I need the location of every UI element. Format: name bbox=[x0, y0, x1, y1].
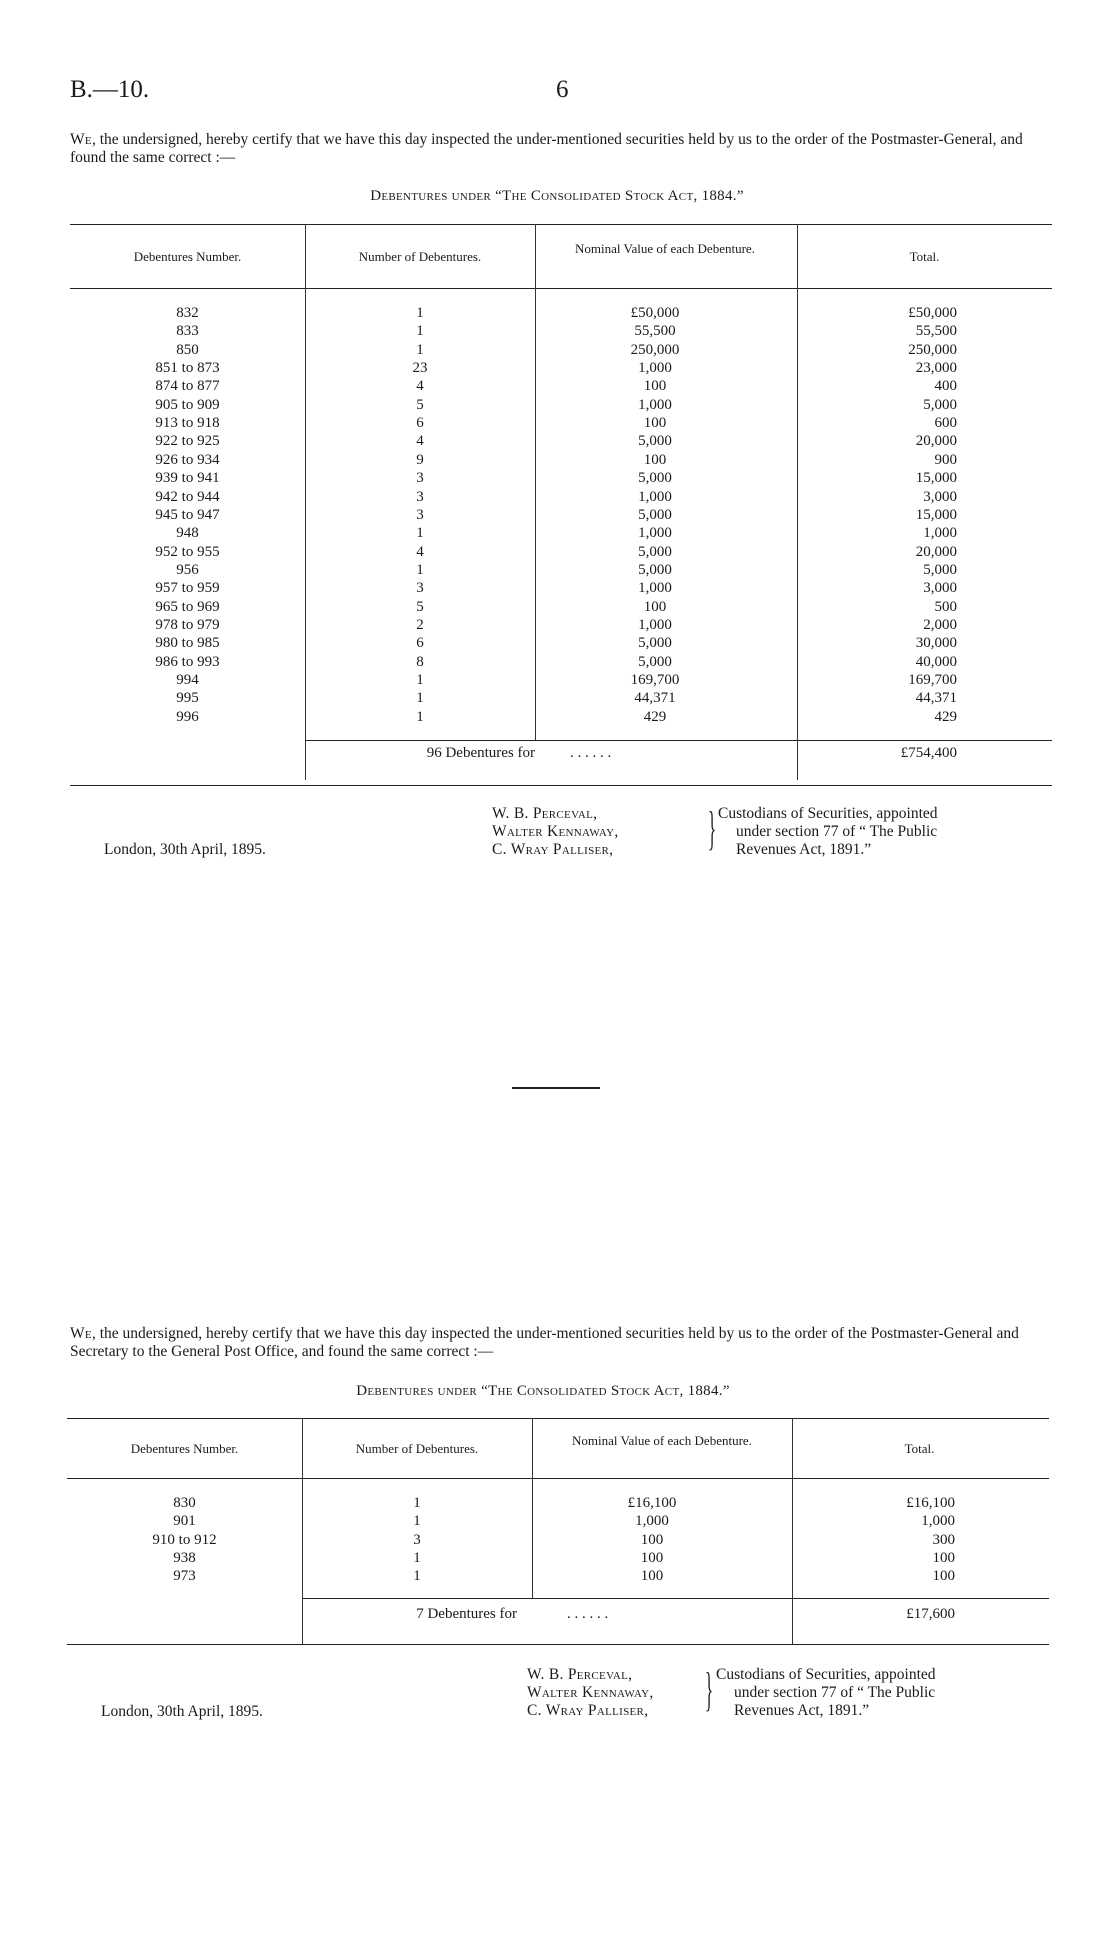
nominal-value-cell: 1,000 bbox=[638, 616, 672, 633]
total-cell: 300 bbox=[932, 1531, 955, 1548]
number-of-debentures-cell: 23 bbox=[412, 360, 428, 377]
number-of-debentures-cell: 9 bbox=[416, 451, 424, 468]
nominal-value-cell: 100 bbox=[643, 451, 667, 468]
table-top-rule bbox=[70, 224, 1052, 225]
total-cell: 3,000 bbox=[923, 488, 957, 505]
total-cell: 5,000 bbox=[923, 396, 957, 413]
table-row bbox=[70, 579, 1052, 597]
debentures-number-cell: 957 to 959 bbox=[155, 580, 220, 597]
total-cell: 3,000 bbox=[923, 580, 957, 597]
column-header: Nominal Value of each Debenture. bbox=[575, 241, 755, 256]
debentures-number-cell: 942 to 944 bbox=[155, 488, 220, 505]
total-cell: 900 bbox=[934, 451, 957, 468]
number-of-debentures-cell: 1 bbox=[413, 1550, 421, 1567]
table-row bbox=[67, 1567, 1049, 1585]
table-row bbox=[67, 1494, 1049, 1512]
debentures-number-cell: 901 bbox=[173, 1513, 196, 1530]
total-cell: £16,100 bbox=[906, 1495, 955, 1511]
table-row bbox=[70, 469, 1052, 487]
debentures-number-cell: 851 to 873 bbox=[155, 360, 220, 377]
number-of-debentures-cell: 8 bbox=[416, 653, 424, 670]
column-header: Total. bbox=[904, 1441, 935, 1456]
place-date-1: London, 30th April, 1895. bbox=[104, 841, 266, 858]
table-row bbox=[70, 322, 1052, 340]
debentures-number-cell: 910 to 912 bbox=[152, 1531, 217, 1548]
debentures-number-cell: 905 to 909 bbox=[155, 396, 220, 413]
intro-body-1: , the undersigned, hereby certify that we have this day inspected the under-mentioned securities held by us to the order of the Postmaster-General, and found the same correct :— bbox=[70, 131, 1023, 166]
debentures-number-cell: 994 bbox=[176, 672, 199, 688]
nominal-value-cell: 5,000 bbox=[638, 635, 672, 652]
number-of-debentures-cell: 6 bbox=[416, 635, 424, 652]
debentures-number-cell: 830 bbox=[173, 1495, 196, 1511]
total-cell: 429 bbox=[934, 708, 957, 725]
nominal-value-cell: 169,700 bbox=[630, 672, 680, 688]
nominal-value-cell: 1,000 bbox=[638, 488, 672, 505]
nominal-value-cell: 100 bbox=[643, 378, 667, 395]
table-row bbox=[70, 432, 1052, 450]
nominal-value-cell: 5,000 bbox=[638, 543, 672, 560]
number-of-debentures-cell: 3 bbox=[416, 470, 424, 487]
number-of-debentures-cell: 6 bbox=[416, 415, 424, 432]
table-row bbox=[70, 396, 1052, 414]
custodian-note-line: under section 77 of “ The Public bbox=[734, 1684, 936, 1701]
summary-leaders: . . . . . . bbox=[570, 745, 612, 761]
number-of-debentures-cell: 1 bbox=[413, 1495, 421, 1511]
total-cell: 20,000 bbox=[915, 543, 957, 560]
nominal-value-cell: 100 bbox=[640, 1568, 664, 1585]
summary-total: £17,600 bbox=[906, 1606, 955, 1622]
table-bottom-rule bbox=[67, 1644, 1049, 1645]
total-cell: 100 bbox=[932, 1568, 955, 1585]
debentures-number-cell: 978 to 979 bbox=[155, 616, 220, 633]
number-of-debentures-cell: 4 bbox=[416, 543, 424, 560]
number-of-debentures-cell: 1 bbox=[416, 323, 424, 340]
table-row bbox=[70, 671, 1052, 689]
nominal-value-cell: 100 bbox=[643, 598, 667, 615]
debentures-number-cell: 939 to 941 bbox=[155, 470, 220, 487]
debentures-number-cell: 952 to 955 bbox=[155, 543, 220, 560]
summary-total: £754,400 bbox=[900, 745, 957, 761]
table-row bbox=[67, 1531, 1049, 1549]
number-of-debentures-cell: 1 bbox=[413, 1568, 421, 1585]
header-bottom-rule bbox=[70, 288, 1052, 289]
number-of-debentures-cell: 3 bbox=[413, 1531, 421, 1548]
total-cell: £50,000 bbox=[908, 305, 957, 321]
debentures-number-cell: 980 to 985 bbox=[155, 635, 220, 652]
signatory: W. B. Perceval, bbox=[527, 1666, 633, 1683]
number-of-debentures-cell: 2 bbox=[416, 616, 424, 633]
brace-mark: } bbox=[705, 1663, 714, 1716]
table-row bbox=[70, 561, 1052, 579]
total-cell: 15,000 bbox=[915, 506, 957, 523]
table-row bbox=[70, 689, 1052, 707]
debentures-number-cell: 945 to 947 bbox=[155, 506, 220, 523]
number-of-debentures-cell: 1 bbox=[416, 672, 424, 688]
nominal-value-cell: 1,000 bbox=[638, 360, 672, 377]
number-of-debentures-cell: 3 bbox=[416, 488, 424, 505]
debentures-number-cell: 956 bbox=[176, 561, 199, 578]
nominal-value-cell: 1,000 bbox=[635, 1513, 669, 1530]
number-of-debentures-cell: 1 bbox=[416, 561, 424, 578]
nominal-value-cell: £50,000 bbox=[630, 305, 680, 321]
signatories-2 bbox=[527, 1666, 654, 1720]
nominal-value-cell: 1,000 bbox=[638, 580, 672, 597]
debentures-number-cell: 948 bbox=[176, 525, 199, 542]
column-header: Number of Debentures. bbox=[355, 1441, 479, 1456]
column-header: Number of Debentures. bbox=[358, 249, 482, 264]
debentures-table-1 bbox=[70, 224, 1052, 794]
number-of-debentures-cell: 1 bbox=[416, 525, 424, 542]
summary-leaders: . . . . . . bbox=[567, 1606, 609, 1622]
table-row bbox=[67, 1512, 1049, 1530]
custodian-note-line: under section 77 of “ The Public bbox=[736, 823, 938, 840]
total-cell: 2,000 bbox=[923, 616, 957, 633]
debentures-number-cell: 965 to 969 bbox=[155, 598, 220, 615]
signatory: Walter Kennaway, bbox=[527, 1684, 654, 1701]
table-caption-2: Debentures under “The Consolidated Stock Act, 1884.” bbox=[356, 1383, 730, 1399]
table-row bbox=[70, 524, 1052, 542]
total-cell: 30,000 bbox=[915, 635, 957, 652]
nominal-value-cell: 1,000 bbox=[638, 525, 672, 542]
number-of-debentures-cell: 5 bbox=[416, 396, 424, 413]
number-of-debentures-cell: 3 bbox=[416, 506, 424, 523]
document-reference: B.—10. bbox=[70, 76, 150, 103]
table-row bbox=[70, 506, 1052, 524]
column-header: Debentures Number. bbox=[133, 249, 242, 264]
nominal-value-cell: 1,000 bbox=[638, 396, 672, 413]
table-row bbox=[67, 1549, 1049, 1567]
table-caption-1: Debentures under “The Consolidated Stock Act, 1884.” bbox=[370, 188, 744, 204]
signatory: C. Wray Palliser, bbox=[527, 1702, 649, 1719]
table-row bbox=[70, 598, 1052, 616]
total-cell: 400 bbox=[934, 378, 957, 395]
debentures-number-cell: 995 bbox=[176, 690, 199, 707]
number-of-debentures-cell: 4 bbox=[416, 433, 424, 450]
debentures-number-cell: 926 to 934 bbox=[155, 451, 220, 468]
total-cell: 55,500 bbox=[915, 323, 957, 340]
custodian-note-line: Revenues Act, 1891.” bbox=[736, 841, 872, 858]
table-row bbox=[70, 543, 1052, 561]
table-row bbox=[70, 634, 1052, 652]
nominal-value-cell: 100 bbox=[640, 1550, 664, 1567]
intro-body-2: , the undersigned, hereby certify that we have this day inspected the under-mentioned securities held by us to the order of the Postmaster-General and Secretary to the General Post Office, and found the same correct :— bbox=[70, 1325, 1019, 1360]
intro-lead-1: We bbox=[70, 131, 92, 148]
total-cell: 20,000 bbox=[915, 433, 957, 450]
summary-label: 96 Debentures for bbox=[426, 745, 535, 761]
number-of-debentures-cell: 4 bbox=[416, 378, 424, 395]
debentures-number-cell: 874 to 877 bbox=[155, 378, 220, 395]
number-of-debentures-cell: 1 bbox=[416, 305, 424, 321]
table-row bbox=[70, 414, 1052, 432]
total-cell: 15,000 bbox=[915, 470, 957, 487]
nominal-value-cell: 429 bbox=[643, 708, 667, 725]
total-cell: 500 bbox=[934, 598, 957, 615]
custodian-note-line: Custodians of Securities, appointed bbox=[716, 1666, 936, 1683]
total-cell: 44,371 bbox=[915, 690, 957, 707]
table-top-rule bbox=[67, 1418, 1049, 1419]
summary-rule bbox=[305, 740, 1052, 741]
custodian-note-2 bbox=[716, 1666, 1016, 1720]
custodian-note-line: Revenues Act, 1891.” bbox=[734, 1702, 870, 1719]
debentures-number-cell: 922 to 925 bbox=[155, 433, 220, 450]
nominal-value-cell: 5,000 bbox=[638, 470, 672, 487]
number-of-debentures-cell: 1 bbox=[416, 690, 424, 707]
brace-mark: } bbox=[708, 802, 717, 855]
total-cell: 100 bbox=[932, 1550, 955, 1567]
signatory: C. Wray Palliser, bbox=[492, 841, 614, 858]
debentures-number-cell: 832 bbox=[176, 305, 199, 321]
table-row bbox=[70, 304, 1052, 322]
page-number: 6 bbox=[556, 76, 569, 103]
column-header: Total. bbox=[909, 249, 940, 264]
total-cell: 250,000 bbox=[908, 341, 957, 358]
table-row bbox=[70, 708, 1052, 726]
signatory: W. B. Perceval, bbox=[492, 805, 598, 822]
table-row bbox=[70, 377, 1052, 395]
table-row bbox=[70, 451, 1052, 469]
debentures-number-cell: 913 to 918 bbox=[155, 415, 220, 432]
signatory: Walter Kennaway, bbox=[492, 823, 619, 840]
debentures-number-cell: 986 to 993 bbox=[155, 653, 220, 670]
total-cell: 169,700 bbox=[908, 672, 957, 688]
total-cell: 5,000 bbox=[923, 561, 957, 578]
debentures-number-cell: 850 bbox=[176, 341, 199, 358]
nominal-value-cell: 5,000 bbox=[638, 433, 672, 450]
number-of-debentures-cell: 1 bbox=[413, 1513, 421, 1530]
table-row bbox=[70, 653, 1052, 671]
nominal-value-cell: 250,000 bbox=[630, 341, 680, 358]
custodian-note-1 bbox=[718, 805, 1018, 859]
total-cell: 1,000 bbox=[923, 525, 957, 542]
intro-lead-2: We bbox=[70, 1325, 92, 1342]
table-row bbox=[70, 341, 1052, 359]
column-header: Debentures Number. bbox=[130, 1441, 239, 1456]
table-row bbox=[70, 359, 1052, 377]
nominal-value-cell: 100 bbox=[643, 415, 667, 432]
number-of-debentures-cell: 1 bbox=[416, 708, 424, 725]
nominal-value-cell: 55,500 bbox=[634, 323, 676, 340]
table-row bbox=[70, 488, 1052, 506]
nominal-value-cell: 44,371 bbox=[634, 690, 676, 707]
summary-rule bbox=[302, 1598, 1049, 1599]
custodian-note-line: Custodians of Securities, appointed bbox=[718, 805, 938, 822]
place-date-2: London, 30th April, 1895. bbox=[101, 1703, 263, 1720]
debentures-number-cell: 938 bbox=[173, 1550, 196, 1567]
summary-label: 7 Debentures for bbox=[416, 1606, 517, 1622]
debentures-number-cell: 833 bbox=[176, 323, 199, 340]
nominal-value-cell: 5,000 bbox=[638, 506, 672, 523]
number-of-debentures-cell: 3 bbox=[416, 580, 424, 597]
nominal-value-cell: 5,000 bbox=[638, 561, 672, 578]
total-cell: 600 bbox=[934, 415, 957, 432]
total-cell: 1,000 bbox=[921, 1513, 955, 1530]
nominal-value-cell: £16,100 bbox=[627, 1495, 677, 1511]
table-row bbox=[70, 616, 1052, 634]
table-bottom-rule bbox=[70, 785, 1052, 786]
nominal-value-cell: 100 bbox=[640, 1531, 664, 1548]
certification-text-1 bbox=[70, 131, 1055, 167]
section-divider bbox=[512, 1087, 600, 1089]
debentures-table-2 bbox=[67, 1418, 1049, 1653]
total-cell: 23,000 bbox=[915, 360, 957, 377]
number-of-debentures-cell: 5 bbox=[416, 598, 424, 615]
total-cell: 40,000 bbox=[915, 653, 957, 670]
debentures-number-cell: 996 bbox=[176, 708, 199, 725]
certification-text-2 bbox=[70, 1325, 1050, 1361]
header-bottom-rule bbox=[67, 1478, 1049, 1479]
signatories-1 bbox=[492, 805, 619, 859]
debentures-number-cell: 973 bbox=[173, 1568, 196, 1585]
column-header: Nominal Value of each Debenture. bbox=[572, 1433, 752, 1448]
nominal-value-cell: 5,000 bbox=[638, 653, 672, 670]
number-of-debentures-cell: 1 bbox=[416, 341, 424, 358]
